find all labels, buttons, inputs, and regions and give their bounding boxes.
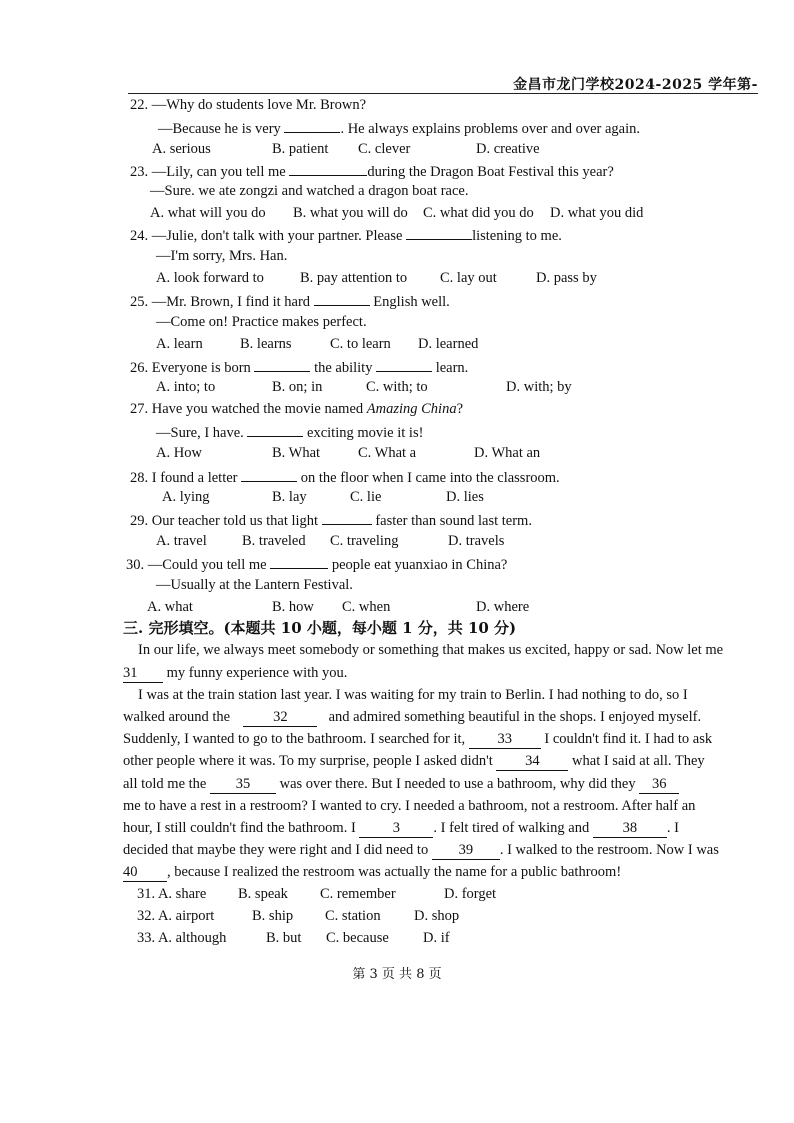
passage-text: my funny experience with you. [166,665,348,681]
question-text: I found a letter [151,470,238,486]
question-24 [130,225,562,245]
passage-text: all told me the [123,776,207,792]
question-number: 22. [130,97,149,113]
question-number: 28. [130,470,149,486]
question-text: English well. [373,294,450,310]
option-b[interactable]: B. What [272,445,321,461]
passage-text: was over there. But I needed to use a bathroom, why did they [279,776,636,792]
option-b[interactable]: B. but [266,930,302,946]
passage-text: hour, I still couldn't find the bathroom. I [123,820,356,836]
option-d[interactable]: D. shop [414,908,460,924]
option-a[interactable]: A. what will you do [150,205,266,221]
cloze-blank-38[interactable]: 38 [593,819,667,838]
section-heading: 三. 完形填空。(本题共 10 小题，每小题 1 分，共 10 分) [123,619,517,637]
passage-line [123,664,347,683]
question-30-answer-line: —Usually at the Lantern Festival. [156,577,353,593]
passage-text: . I felt tired of walking and [433,820,590,836]
option-b[interactable]: B. traveled [242,533,306,549]
question-number: 26. [130,360,149,376]
question-23 [130,161,614,181]
question-25 [130,291,450,311]
cloze-blank-34[interactable]: 34 [496,752,568,771]
passage-text: other people where it was. To my surprise, people I asked didn't [123,753,493,769]
question-text: ? [456,401,464,417]
option-b[interactable]: B. lay [272,489,307,505]
option-b[interactable]: B. on; in [272,379,323,395]
question-text: during the Dragon Boat Festival this year? [367,164,614,180]
option-d[interactable]: D. if [423,930,450,946]
answer-blank[interactable] [289,161,367,176]
question-number: 23. [130,164,149,180]
option-a[interactable]: A. airport [157,908,215,924]
option-a[interactable]: A. into; to [156,379,216,395]
question-28 [130,467,560,487]
passage-text: what I said at all. They [572,753,705,769]
option-c[interactable]: C. lay out [440,270,497,286]
option-a[interactable]: A. lying [162,489,210,505]
question-text: the ability [314,360,373,376]
answer-blank[interactable] [376,357,432,372]
passage-line: me to have a rest in a restroom? I wanted to cry. I needed a bathroom, not a restroom. After half an [123,798,696,814]
question-24-answer-line: —I'm sorry, Mrs. Han. [156,248,288,264]
answer-blank[interactable] [406,225,472,240]
question-text: —Mr. Brown, I find it hard [151,294,311,310]
cloze-blank-33[interactable]: 33 [469,730,541,749]
option-c[interactable]: C. station [325,908,381,924]
option-c[interactable]: C. what did you do [423,205,534,221]
option-d[interactable]: D. lies [446,489,484,505]
question-text: exciting movie it is! [307,425,424,441]
question-number: 30. [126,557,145,573]
movie-title: Amazing China [366,401,457,417]
cloze-options-33 [137,929,226,947]
question-number: 27. [130,401,149,417]
answer-blank[interactable] [270,554,328,569]
passage-text: , because I realized the restroom was actually the name for a public bathroom! [167,864,622,880]
cloze-blank-37[interactable]: 3 [359,819,433,838]
passage-line [123,775,679,794]
question-text: —Lily, can you tell me [151,164,286,180]
page-footer: 第 3 页 共 8 页 [352,967,442,982]
passage-text: . I [666,820,679,836]
question-26 [130,357,468,377]
question-text: —Could you tell me [147,557,267,573]
cloze-blank-31[interactable]: 31 [123,664,163,683]
cloze-options-31 [137,885,206,903]
question-text: —Because he is very [158,121,281,137]
option-c[interactable]: C. because [326,930,389,946]
option-c[interactable]: C. clever [358,141,411,157]
option-b[interactable]: B. ship [252,908,294,924]
option-b[interactable]: B. pay attention to [300,270,408,286]
question-29 [130,510,532,530]
cloze-blank-36[interactable]: 36 [639,775,679,794]
cloze-blank-32[interactable]: 32 [243,708,317,727]
passage-line [123,730,712,749]
passage-line [123,752,705,771]
passage-line [123,841,719,860]
question-number: 24. [130,228,149,244]
question-22 [130,96,366,114]
option-d[interactable]: D. pass by [536,270,597,286]
question-text: —Sure, I have. [156,425,244,441]
question-text: Our teacher told us that light [151,513,319,529]
question-text: Have you watched the movie named [151,401,364,417]
option-a[interactable]: A. share [157,886,207,902]
passage-line [123,863,621,882]
passage-line [123,819,679,838]
question-number: 33. [137,930,156,946]
question-27-answer-line [156,422,423,442]
passage-text: Suddenly, I wanted to go to the bathroom. I searched for it, [123,731,466,747]
option-d[interactable]: D. What an [474,445,541,461]
cloze-blank-35[interactable]: 35 [210,775,276,794]
option-a[interactable]: A. look forward to [156,270,264,286]
answer-blank[interactable] [322,510,372,525]
option-d[interactable]: D. forget [444,886,497,902]
question-30 [126,554,507,574]
question-text: learn. [435,360,469,376]
option-c[interactable]: C. What a [358,445,417,461]
option-a[interactable]: A. although [157,930,227,946]
option-c[interactable]: C. with; to [366,379,428,395]
passage-text: . I walked to the restroom. Now I was [499,842,719,858]
option-c[interactable]: C. remember [320,886,396,902]
passage-text: walked around the [123,709,231,725]
option-d[interactable]: D. learned [418,336,479,352]
cloze-options-32 [137,907,214,925]
answer-blank[interactable] [247,422,303,437]
option-d[interactable]: D. where [476,599,530,615]
question-number: 32. [137,908,156,924]
option-c[interactable]: C. to learn [330,336,391,352]
passage-line: I was at the train station last year. I was waiting for my train to Berlin. I had nothing to do, so I [138,687,688,703]
option-b[interactable]: B. learns [240,336,292,352]
answer-blank[interactable] [241,467,297,482]
option-a[interactable]: A. How [156,445,202,461]
question-number: 29. [130,513,149,529]
question-text: . He always explains problems over and over again. [340,121,641,137]
option-d[interactable]: D. travels [448,533,505,549]
question-text: faster than sound last term. [375,513,532,529]
option-a[interactable]: A. learn [156,336,203,352]
option-d[interactable]: D. what you did [550,205,644,221]
answer-blank[interactable] [254,357,310,372]
option-a[interactable]: A. what [147,599,193,615]
answer-blank[interactable] [314,291,370,306]
cloze-blank-40[interactable]: 40 [123,863,167,882]
question-text: listening to me. [472,228,562,244]
question-23-answer-line: —Sure. we ate zongzi and watched a dragon boat race. [150,183,469,199]
passage-text: and admired something beautiful in the shops. I enjoyed myself. [328,709,702,725]
question-number: 31. [137,886,156,902]
passage-text: decided that maybe they were right and I did need to [123,842,429,858]
cloze-blank-39[interactable]: 39 [432,841,500,860]
question-text: —Why do students love Mr. Brown? [151,97,367,113]
header-title: 金昌市龙门学校2024-2025 学年第- [513,77,758,93]
passage-text: I couldn't find it. I had to ask [544,731,713,747]
option-d[interactable]: D. with; by [506,379,572,395]
question-text: people eat yuanxiao in China? [331,557,508,573]
option-c[interactable]: C. traveling [330,533,399,549]
question-27 [130,400,463,418]
option-c[interactable]: C. when [342,599,391,615]
answer-blank[interactable] [284,118,340,133]
option-a[interactable]: A. serious [152,141,211,157]
option-b[interactable]: B. how [272,599,314,615]
header-rule [128,93,758,94]
question-number: 25. [130,294,149,310]
option-a[interactable]: A. travel [156,533,207,549]
question-text: —Julie, don't talk with your partner. Please [151,228,403,244]
passage-line [123,708,701,727]
option-b[interactable]: B. speak [238,886,288,902]
option-b[interactable]: B. patient [272,141,329,157]
question-text: Everyone is born [151,360,251,376]
option-d[interactable]: D. creative [476,141,540,157]
question-25-answer-line: —Come on! Practice makes perfect. [156,314,367,330]
option-c[interactable]: C. lie [350,489,382,505]
question-22-answer-line [158,118,640,138]
passage-line: In our life, we always meet somebody or something that makes us excited, happy or sad. Now let me [138,642,724,658]
question-text: on the floor when I came into the classroom. [300,470,560,486]
option-b[interactable]: B. what you will do [293,205,408,221]
